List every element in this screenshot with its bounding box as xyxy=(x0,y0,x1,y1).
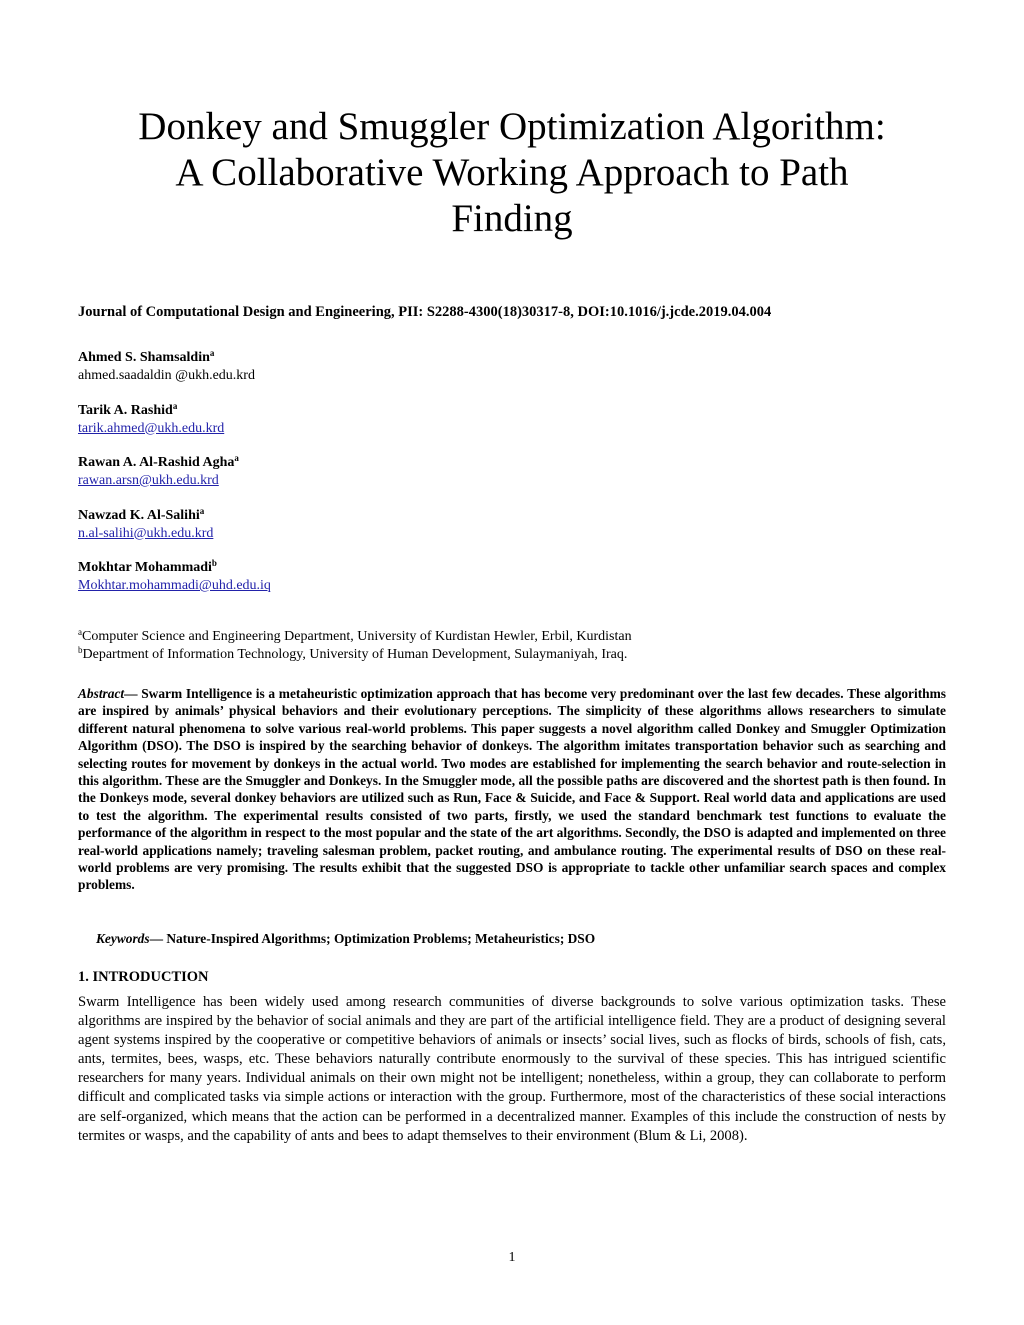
paper-title xyxy=(80,104,944,242)
author-entry xyxy=(78,349,678,402)
author-affiliation-mark: a xyxy=(172,400,178,411)
author-entry xyxy=(78,402,678,455)
abstract xyxy=(78,685,946,894)
author-name: Nawzad K. Al-Salihi$^a$ xyxy=(78,505,205,523)
author-list xyxy=(78,349,678,612)
author-name: Mokhtar Mohammadi$^b$ xyxy=(78,558,217,575)
abstract-label: Abstract xyxy=(78,686,125,701)
author-email-link[interactable]: n.al-salihi@ukh.edu.krd xyxy=(78,525,214,541)
author-email-link[interactable]: Mokhtar.mohammadi@uhd.edu.iq xyxy=(78,578,271,593)
author-email-link[interactable]: tarik.ahmed@ukh.edu.krd xyxy=(78,420,225,436)
author-name: Ahmed S. Shamsaldin$^a$ xyxy=(78,348,215,365)
page-number: 1 xyxy=(508,1250,516,1265)
title-line-3: Finding xyxy=(451,197,573,240)
affiliation-a: $^a$Computer Science and Engineering Department, University of Kurdistan Hewler, Erbil, Kurdistan xyxy=(78,627,632,644)
journal-reference: Journal of Computational Design and Engineering, PII: S2288-4300(18)30317-8, DOI:10.1016/j.jcde.2019.04.004 xyxy=(78,304,772,320)
keywords xyxy=(96,931,595,947)
introduction-paragraph: Swarm Intelligence has been widely used among research communities of diverse backgrounds to solve various optimization tasks. These algorithms are inspired by the behavior of social animals and they are part of the artificial intelligence field. They are a product of designing several agent systems inspired by the cooperative or competitive behaviors of animals or insects’ social lives, such as flocks of birds, schools of fish, cats, ants, termites, bees, wasps, etc. These behaviors naturally contribute enormously to the survival of these species. This has intrigued scientific researchers for many years. Individual animals on their own might not be intelligent; nonetheless, within a group, they can collaborate to perform difficult and complicated tasks via simple actions or interaction with the group. Furthermore, most of the characteristics of these social interactions are self-organized, which means that the action can be performed in a decentralized manner. Examples of this include the construction of nests by termites or wasps, and the capability of ants and bees to adapt themselves to their environment (Blum & Li, 2008). xyxy=(78,994,946,1144)
title-line-1: Donkey and Smuggler Optimization Algorithm: xyxy=(138,105,886,148)
author-email-link[interactable]: rawan.arsn@ukh.edu.krd xyxy=(78,473,219,488)
author-entry xyxy=(78,507,678,560)
keywords-dash: — xyxy=(149,931,163,946)
author-affiliation-mark: b xyxy=(211,558,217,568)
abstract-text: Swarm Intelligence is a metaheuristic optimization approach that has become very predominant over the last few decades. These algorithms are inspired by animals’ physical behaviors and their evolutionary perceptions. The simplicity of these algorithms allows researchers to simulate different natural phenomena to solve various real-world problems. This paper suggests a novel algorithm called Donkey and Smuggler Optimization Algorithm (DSO). The DSO is inspired by the searching behavior of donkeys. The algorithm imitates transportation behavior such as searching and selecting routes for movement by donkeys in the actual world. Two modes are established for implementing the search behavior and route-selection in this algorithm. These are the Smuggler and Donkeys. In the Smuggler mode, all the possible paths are discovered and the shortest path is then found. In the Donkeys mode, several donkey behaviors are utilized such as Run, Face & Suicide, and Face & Support. Real world data and applications are used to test the algorithm. The experimental results consisted of two parts, firstly, we used the standard benchmark test functions to evaluate the performance of the algorithm in respect to the most popular and the state of the art algorithms. Secondly, the DSO is adapted and implemented on three real-world applications namely; traveling salesman problem, packet routing, and ambulance routing. The experimental results of DSO on these real-world problems are very promising. The results exhibit that the suggested DSO is appropriate to tackle other unfamiliar search spaces and complex problems. xyxy=(78,686,946,893)
author-name: Rawan A. Al-Rashid Agha$^a$ xyxy=(78,453,239,470)
keywords-label: Keywords xyxy=(96,931,150,946)
author-email: ahmed.saadaldin @ukh.edu.krd xyxy=(78,368,255,383)
abstract-dash: — xyxy=(124,686,138,701)
title-line-2: A Collaborative Working Approach to Path xyxy=(175,151,849,194)
affiliations xyxy=(78,628,632,664)
author-name: Tarik A. Rashid$^a$ xyxy=(78,400,178,418)
affiliation-b: $^b$Department of Information Technology, University of Human Development, Sulaymaniyah, Iraq. xyxy=(78,645,628,662)
author-affiliation-mark: a xyxy=(234,453,239,463)
author-entry xyxy=(78,454,678,507)
author-entry xyxy=(78,559,678,612)
keywords-text: Nature-Inspired Algorithms; Optimization Problems; Metaheuristics; DSO xyxy=(162,931,596,946)
author-affiliation-mark: a xyxy=(209,348,215,358)
section-heading-introduction: 1. INTRODUCTION xyxy=(78,969,209,985)
author-affiliation-mark: a xyxy=(199,505,205,516)
